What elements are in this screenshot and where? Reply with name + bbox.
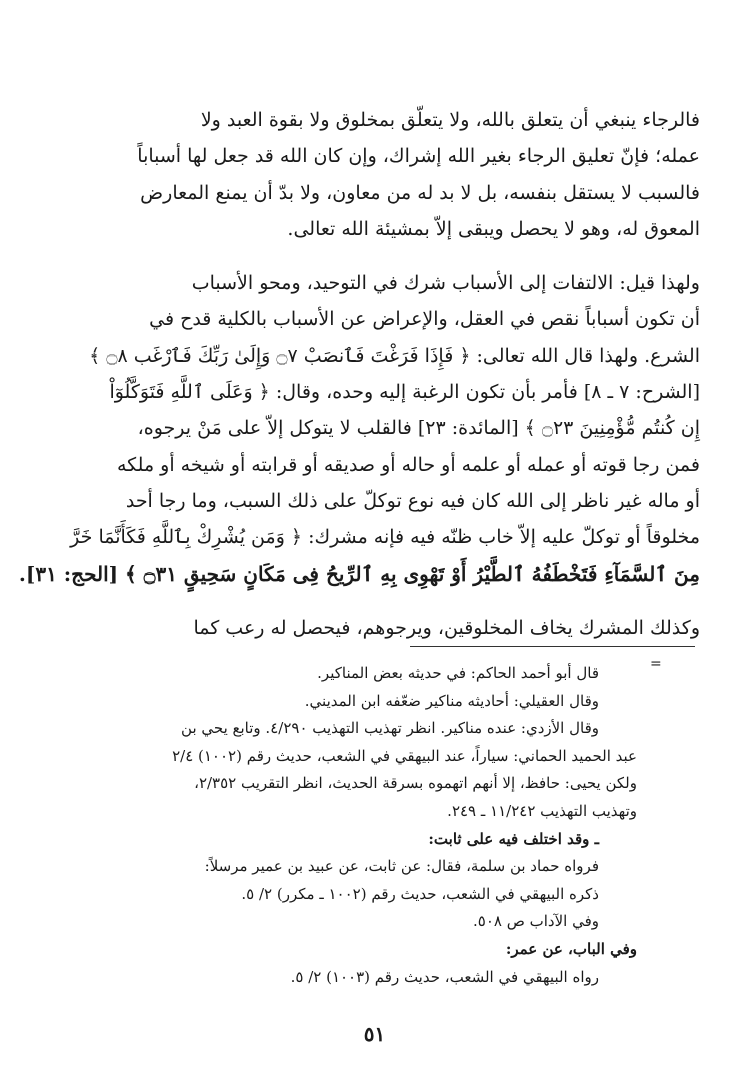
- text-line: المعوق له، وهو لا يحصل ويبقى إلاّ بمشيئة الله تعالى.: [287, 217, 700, 240]
- page-number: ٥١: [363, 1022, 386, 1046]
- paragraph-gap: [100, 247, 700, 265]
- main-text: [18, 102, 700, 646]
- text-line: وكذلك المشرك يخاف المخلوقين، ويرجوهم، فيحصل له رعب كما: [193, 616, 700, 639]
- text-line: أن تكون أسباباً نقص في العقل، والإعراض عن الأسباب بالكلية قدح في: [149, 308, 700, 331]
- footnotes: [105, 660, 637, 991]
- text-line: فمن رجا قوته أو عمله أو علمه أو حاله أو صديقه أو قرابته أو شيخه أو ملكه: [116, 453, 700, 476]
- text-line: ولهذا قيل: الالتفات إلى الأسباب شرك في التوحيد، ومحو الأسباب: [191, 272, 700, 295]
- text-line-with-verse: [الشرح: ٧ ـ ٨] فأمر بأن تكون الرغبة إليه وحده، وقال: ﴿ وَعَلَى ٱللَّهِ فَتَوَكَّلُوٓاْ: [109, 381, 700, 404]
- footnote-divider: [410, 646, 695, 647]
- footnote-line: ولكن يحيى: حافظ، إلا أنهم اتهموه بسرقة الحديث، انظر التقريب ٢/٣٥٢،: [194, 774, 637, 793]
- footnote-line: وقال الأزدي: عنده مناكير. انظر تهذيب التهذيب ٤/٢٩٠. وتابع يحي بن: [181, 719, 599, 738]
- footnote-line: رواه البيهقي في الشعب، حديث رقم (١٠٠٣) ٢/ ٥.: [290, 967, 599, 986]
- footnote-line: عبد الحميد الحماني: سياراً، عند البيهقي في الشعب، حديث رقم (١٠٠٢) ٢/٤: [172, 746, 637, 765]
- text-line-with-verse: الشرع. ولهذا قال الله تعالى: ﴿ فَإِذَا فَرَغْتَ فَٱنصَبْ ۝٧ وَإِلَىٰ رَبِّكَ فَٱرْغَب ۝٨ ﴾: [89, 344, 700, 367]
- text-line: فالسبب لا يستقل بنفسه، بل لا بد له من معاون، ولا بدّ أن يمنع المعارض: [140, 181, 700, 204]
- text-line-with-verse: مخلوقاً أو توكلّ عليه إلاّ خاب ظنّه فيه فإنه مشرك: ﴿ وَمَن يُشْرِكْ بِٱللَّهِ فَكَأَنَّمَا خَرَّ: [70, 526, 700, 549]
- footnote-line: وقال العقيلي: أحاديثه مناكير ضعّفه ابن المديني.: [304, 691, 599, 710]
- text-line: أو ماله غير ناظر إلى الله كان فيه نوع توكلّ على ذلك السبب، وما رجا أحد: [125, 489, 700, 512]
- paragraph-gap: [100, 592, 700, 610]
- footnote-line: وفي الآداب ص ٥٠٨.: [473, 912, 599, 931]
- footnote-heading: ـ وقد اختلف فيه على ثابت:: [428, 829, 599, 848]
- text-line: فالرجاء ينبغي أن يتعلق بالله، ولا يتعلّق بمخلوق ولا بقوة العبد ولا: [200, 109, 700, 131]
- footnote-line: ذكره البيهقي في الشعب، حديث رقم (١٠٠٢ ـ مكرر) ٢/ ٥.: [241, 884, 599, 903]
- text-line: عمله؛ فإنّ تعليق الرجاء بغير الله إشراك، وإن كان الله قد جعل لها أسباباً: [137, 145, 700, 168]
- footnote-line: فرواه حماد بن سلمة، فقال: عن ثابت، عن عبيد بن عمير مرسلاً:: [204, 857, 599, 876]
- quran-verse-line: مِنَ ٱلسَّمَآءِ فَتَخْطَفُهُ ٱلطَّيْرُ أَوْ تَهْوِى بِهِ ٱلرِّيحُ فِى مَكَانٍ سَحِيقٍ ۝٣١ ﴾ [الحج: ٣١].: [18, 561, 700, 586]
- text-line-with-verse: إِن كُنتُم مُّؤْمِنِينَ ۝٢٣ ﴾ [المائدة: ٢٣] فالقلب لا يتوكل إلاّ على مَنْ يرجوه،: [137, 417, 700, 440]
- footnote-line: قال أبو أحمد الحاكم: في حديثه بعض المناكير.: [317, 664, 599, 682]
- footnote-continuation-marker: =: [650, 656, 662, 672]
- footnote-heading: وفي الباب، عن عمر:: [505, 939, 637, 958]
- footnote-line: وتهذيب التهذيب ١١/٢٤٢ ـ ٢٤٩.: [447, 801, 637, 820]
